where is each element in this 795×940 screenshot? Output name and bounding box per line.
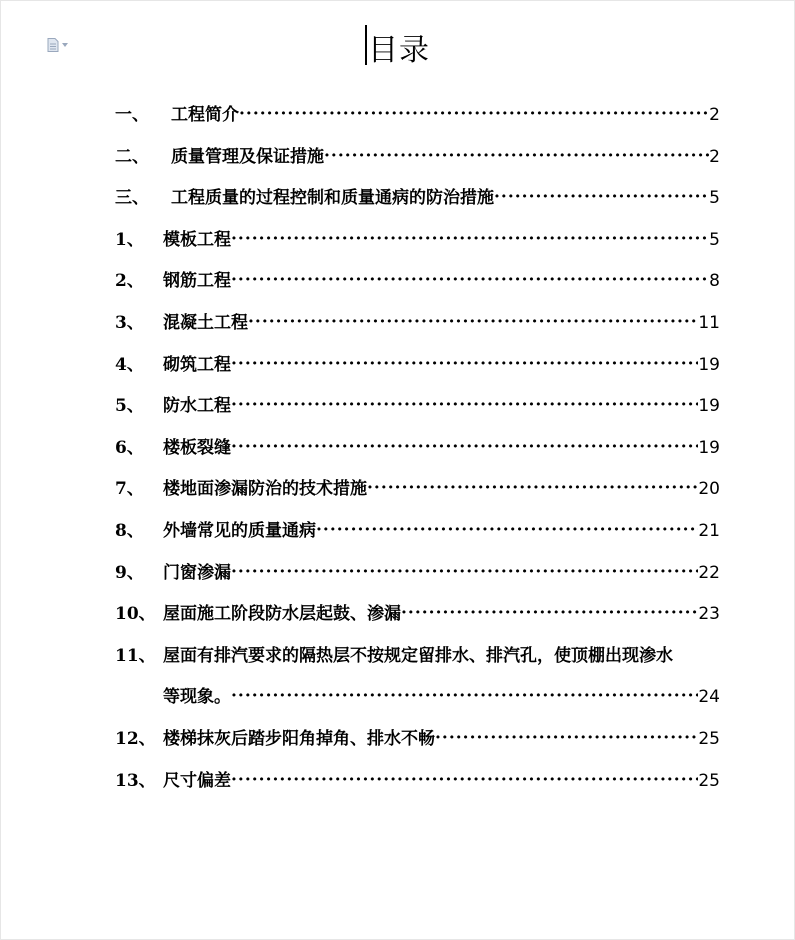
toc-text: 工程质量的过程控制和质量通病的防治措施 [171, 188, 494, 209]
toc-entry[interactable] [115, 178, 720, 220]
toc-text: 工程简介 [171, 105, 239, 125]
toc-page: 19 [698, 437, 720, 458]
toc-text: 楼地面渗漏防治的技术措施 [163, 479, 367, 500]
toc-leader [239, 94, 709, 136]
toc-text: 楼板裂缝 [163, 437, 231, 458]
toc-page: 2 [709, 105, 720, 125]
toc-entry[interactable] [115, 594, 720, 636]
toc-number: 5、 [115, 396, 144, 417]
toc-entry[interactable] [115, 511, 720, 553]
toc-entry[interactable] [115, 137, 720, 179]
toc-page: 2 [709, 146, 720, 167]
toc-entry[interactable] [115, 553, 720, 595]
toc-text: 砌筑工程 [163, 354, 231, 375]
toc-page: 25 [698, 770, 720, 791]
toc-entry[interactable] [115, 636, 720, 678]
toc-page: 20 [698, 479, 720, 500]
toc-leader [231, 219, 709, 261]
toc-text: 楼梯抹灰后踏步阳角掉角、排水不畅 [163, 728, 435, 749]
toc-entry[interactable] [115, 719, 720, 761]
toc-leader [494, 177, 709, 219]
toc-leader [231, 676, 698, 718]
toc-text: 质量管理及保证措施 [171, 146, 324, 167]
toc-text: 等现象。 [163, 687, 231, 708]
toc-entry[interactable] [115, 220, 720, 262]
toc-page: 25 [698, 728, 720, 749]
toc-page: 24 [698, 687, 720, 708]
toc-entry[interactable] [115, 95, 720, 137]
toc-entry[interactable] [115, 761, 720, 803]
toc-leader [248, 302, 698, 344]
toc-text: 尺寸偏差 [163, 770, 231, 791]
toc-entry-continuation[interactable] [115, 677, 720, 719]
title-container [0, 25, 795, 69]
toc-text: 钢筋工程 [163, 271, 231, 292]
toc-leader [231, 385, 698, 427]
toc-text: 外墙常见的质量通病 [163, 520, 316, 541]
toc-page: 8 [709, 271, 720, 292]
toc-page: 22 [698, 562, 720, 583]
toc-number: 10、 [115, 604, 156, 625]
toc-number: 11、 [115, 645, 156, 666]
table-of-contents [115, 95, 720, 802]
toc-leader [401, 593, 698, 635]
toc-number: 12、 [115, 728, 156, 749]
toc-page: 19 [698, 354, 720, 375]
toc-page: 23 [698, 604, 720, 625]
toc-entry[interactable] [115, 303, 720, 345]
toc-text: 屋面有排汽要求的隔热层不按规定留排水、排汽孔，使顶棚出现渗水 [163, 645, 673, 666]
toc-number: 13、 [115, 770, 156, 791]
toc-text: 模板工程 [163, 229, 231, 250]
toc-text: 混凝土工程 [163, 312, 248, 333]
toc-entry[interactable] [115, 345, 720, 387]
toc-page: 5 [709, 188, 720, 209]
toc-page: 19 [698, 396, 720, 417]
toc-page: 21 [698, 520, 720, 541]
toc-leader [231, 552, 698, 594]
toc-number: 8、 [115, 520, 144, 541]
text-cursor [365, 25, 367, 65]
toc-leader [231, 760, 698, 802]
toc-number: 二、 [115, 146, 149, 167]
toc-page: 11 [698, 312, 720, 333]
toc-leader [435, 718, 698, 760]
toc-text: 门窗渗漏 [163, 562, 231, 583]
toc-leader [231, 344, 698, 386]
toc-number: 三、 [115, 188, 149, 209]
toc-leader [316, 510, 698, 552]
toc-number: 9、 [115, 562, 144, 583]
toc-number: 6、 [115, 437, 144, 458]
toc-number: 4、 [115, 354, 144, 375]
toc-number: 2、 [115, 271, 144, 292]
toc-page: 5 [709, 229, 720, 250]
toc-number: 1、 [115, 229, 144, 250]
toc-leader [367, 468, 698, 510]
toc-entry[interactable] [115, 469, 720, 511]
toc-leader [324, 136, 709, 178]
toc-leader [231, 427, 698, 469]
toc-entry[interactable] [115, 386, 720, 428]
toc-text: 屋面施工阶段防水层起鼓、渗漏 [163, 604, 401, 625]
toc-entry[interactable] [115, 428, 720, 470]
toc-leader [231, 260, 709, 302]
page-title[interactable]: 目录 [368, 33, 430, 68]
toc-entry[interactable] [115, 261, 720, 303]
toc-number: 一、 [115, 105, 149, 125]
toc-number: 3、 [115, 312, 144, 333]
toc-text: 防水工程 [163, 396, 231, 417]
toc-number: 7、 [115, 479, 144, 500]
